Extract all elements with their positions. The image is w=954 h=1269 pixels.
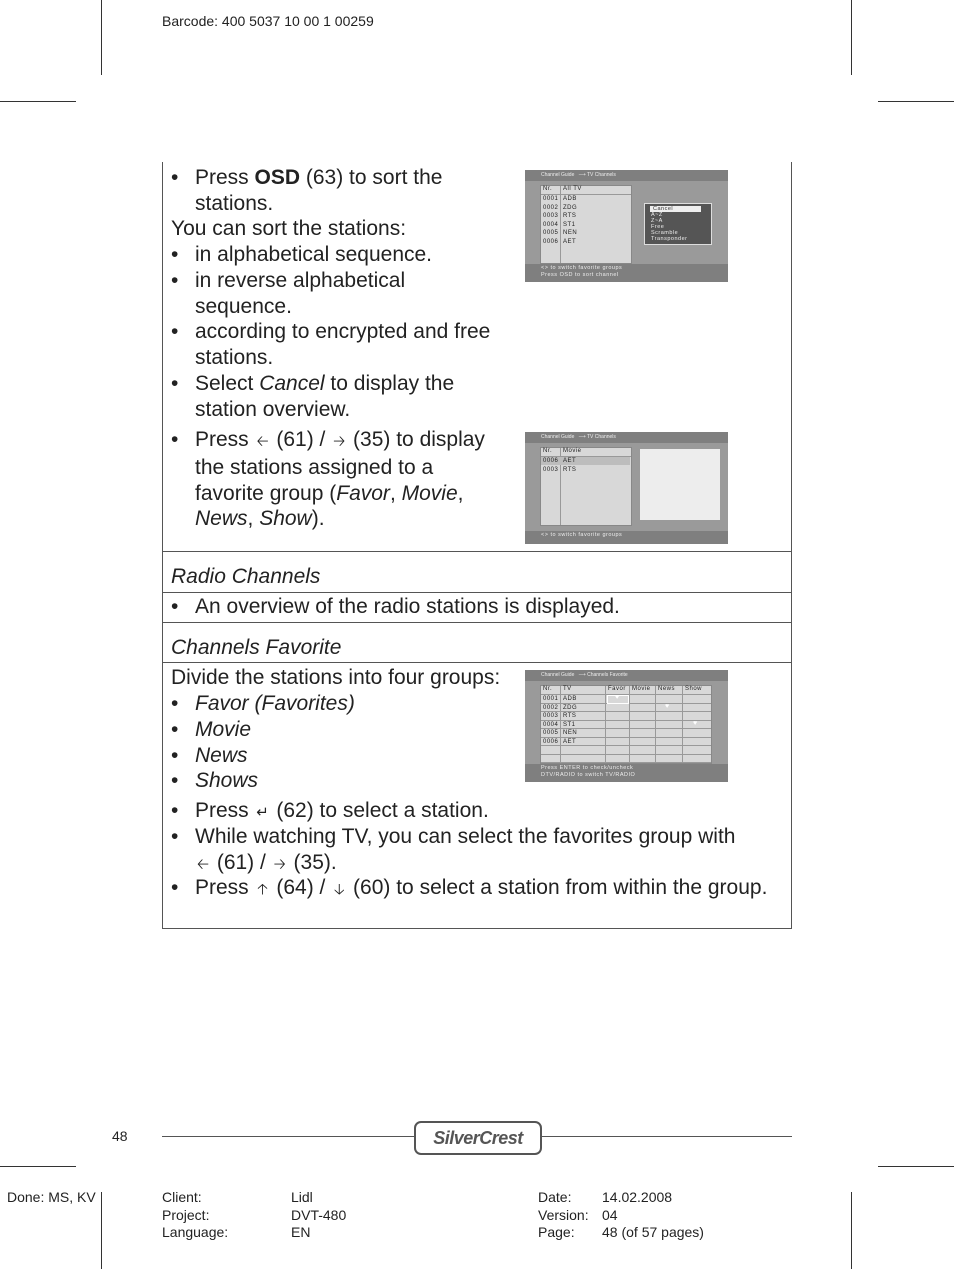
osd-col-header: Nr. (543, 686, 553, 692)
crop-mark (0, 101, 76, 102)
osd-col-nr: Nr. (543, 448, 553, 454)
version-label: Version: (538, 1207, 589, 1223)
favorite-group-instruction: Press 🡠 (61) / 🡢 (35) to display the stations assigned to a favorite group (Favor, Movie, News, Show). (195, 428, 485, 531)
osd-col-header: TV (563, 686, 572, 692)
osd-row-nr: 0005 (543, 730, 559, 736)
version-value: 04 (602, 1207, 618, 1223)
favorite-intro: Divide the stations into four groups: (171, 666, 501, 689)
crop-mark (878, 101, 954, 102)
arrow-up-icon: 🡡 (257, 881, 268, 898)
bullet: • (171, 769, 179, 793)
sort-option-alpha: in alphabetical sequence. (195, 243, 433, 266)
bullet: • (171, 166, 179, 189)
osd-row-name: ST1 (563, 721, 576, 728)
osd-screenshot-favorite (525, 670, 728, 782)
osd-header: Channel Guide ⟶ TV Channels (525, 432, 728, 443)
done-by: Done: MS, KV (7, 1189, 96, 1205)
osd-row-name: ZDG (563, 204, 578, 211)
osd-col-header: News (658, 686, 676, 692)
crop-mark (0, 1166, 76, 1167)
osd-row-name: RTS (563, 213, 577, 219)
osd-row-name: RTS (563, 713, 577, 719)
bullet: • (171, 372, 179, 395)
osd-row-nr: 0004 (543, 221, 559, 228)
bullet: • (171, 799, 179, 822)
bullet: • (171, 692, 179, 715)
osd-screenshot-sort (525, 170, 728, 282)
frame-border (162, 162, 163, 929)
osd-row-nr: 0003 (543, 713, 559, 719)
osd-sort-option: Transponder (651, 236, 688, 242)
heart-icon: ♥ (693, 719, 698, 727)
section-title-favorite: Channels Favorite (171, 636, 342, 659)
osd-row-name: ST1 (563, 221, 576, 228)
client-label: Client: (162, 1189, 202, 1205)
osd-row-name: AET (563, 238, 577, 245)
osd-grid-line (682, 686, 683, 763)
silvercrest-logo: SilverCrest (414, 1121, 542, 1155)
osd-col-header: Favor (608, 686, 626, 692)
osd-row-nr: 0006 (543, 238, 559, 245)
divider (162, 622, 792, 623)
sort-option-reverse: in reverse alphabetical sequence. (195, 269, 406, 318)
osd-row-nr: 0005 (543, 230, 559, 236)
arrow-down-icon: 🡣 (333, 881, 345, 898)
language-label: Language: (162, 1224, 229, 1240)
bullet: • (171, 320, 179, 343)
osd-grid-line (605, 686, 606, 763)
language-value: EN (291, 1224, 311, 1240)
arrow-right-icon: 🡢 (273, 855, 286, 873)
page-number: 48 (112, 1128, 128, 1144)
bullet: • (171, 269, 179, 292)
divider (162, 592, 792, 593)
favorite-group-item: Shows (195, 769, 259, 793)
arrow-left-icon: 🡠 (196, 855, 210, 873)
osd-grid-line (560, 686, 561, 763)
osd-grid-line (655, 686, 656, 763)
osd-grid-line (541, 762, 711, 763)
osd-preview-window (640, 449, 720, 520)
bullet: • (171, 825, 179, 848)
osd-row-name: NEN (563, 230, 578, 236)
osd-footer: <> to switch favorite groups Press OSD to sort channel (525, 264, 728, 282)
sort-option-cancel: Select Cancel to display the station overview. (195, 372, 455, 421)
divider (162, 551, 792, 552)
osd-row-nr: 0003 (543, 466, 559, 473)
osd-footer: <> to switch favorite groups (525, 531, 728, 544)
date-label: Date: (538, 1189, 572, 1205)
sort-option-encrypted: according to encrypted and free stations. (195, 320, 491, 369)
osd-row-name: ZDG (563, 704, 578, 711)
section-title-radio: Radio Channels (171, 565, 321, 588)
osd-row-name: ADB (563, 196, 577, 202)
osd-footer: Press ENTER to check/uncheck DTV/RADIO to switch TV/RADIO (525, 764, 728, 782)
osd-col-name: All TV (563, 186, 582, 192)
osd-sort-option: A~Z (651, 212, 663, 218)
osd-col-name: Movie (563, 448, 582, 454)
favorite-group-item: News (195, 743, 248, 767)
osd-row-nr: 0003 (543, 213, 559, 219)
project-value: DVT-480 (291, 1207, 347, 1223)
bullet: • (171, 595, 179, 618)
osd-row-nr: 0001 (543, 196, 559, 202)
bullet: • (171, 717, 179, 741)
crop-mark (851, 1192, 852, 1269)
osd-col-header: Movie (632, 686, 651, 692)
favorites-group-instruction: While watching TV, you can select the favorites group with 🡠 (61) / 🡢 (35). (195, 824, 735, 878)
osd-sort-option: Free (651, 224, 665, 230)
bullet: • (171, 743, 179, 767)
date-value: 14.02.2008 (602, 1189, 673, 1205)
favorite-group-item: Favor (Favorites) (195, 692, 355, 715)
osd-row-name: RTS (563, 466, 577, 473)
osd-header: Channel Guide ⟶ TV Channels (525, 170, 728, 181)
client-value: Lidl (291, 1189, 313, 1205)
arrow-right-icon: 🡢 (333, 433, 346, 450)
osd-row-nr: 0004 (543, 721, 559, 728)
osd-row-name: AET (563, 738, 577, 745)
sort-instruction: Press OSD (63) to sort the stations. (195, 166, 443, 215)
osd-sort-option: Z~A (651, 218, 663, 224)
favorite-group-item: Movie (195, 717, 252, 741)
crop-mark (101, 0, 102, 75)
crop-mark (101, 1192, 102, 1269)
heart-icon: ♥ (615, 694, 620, 701)
sort-intro: You can sort the stations: (171, 217, 407, 240)
project-label: Project: (162, 1207, 210, 1223)
osd-row-nr: 0006 (543, 458, 559, 464)
osd-row-nr: 0006 (543, 738, 559, 745)
barcode-text: Barcode: 400 5037 10 00 1 00259 (162, 13, 374, 29)
osd-sort-option: Cancel (650, 206, 701, 212)
page-value: 48 (of 57 pages) (602, 1224, 704, 1240)
osd-grid-line (541, 754, 711, 755)
osd-header: Channel Guide ⟶ Channels Favorite (525, 670, 728, 681)
osd-sort-popup (644, 203, 712, 245)
group-navigation-instruction: Press 🡡 (64) / 🡣 (60) to select a station from within the group. (195, 875, 767, 903)
divider (162, 928, 792, 929)
divider (162, 662, 792, 663)
osd-sort-option: Scramble (651, 230, 679, 236)
bullet: • (171, 243, 179, 266)
bullet: • (171, 428, 179, 451)
arrow-left-icon: 🡠 (256, 433, 269, 450)
osd-selected-cell (607, 695, 629, 704)
osd-row-name: NEN (563, 730, 578, 736)
osd-row-nr: 0002 (543, 704, 559, 711)
osd-row-nr: 0002 (543, 204, 559, 211)
osd-row-nr: 0001 (543, 696, 559, 702)
osd-screenshot-movie (525, 432, 728, 544)
radio-description: An overview of the radio stations is displayed. (195, 595, 620, 618)
bullet: • (171, 876, 179, 899)
select-station-instruction: Press ↵ (62) to select a station. (195, 798, 489, 826)
osd-grid-line (629, 686, 630, 763)
osd-col-nr: Nr. (543, 186, 553, 192)
crop-mark (851, 0, 852, 75)
enter-icon: ↵ (256, 804, 269, 821)
osd-row-name: ADB (563, 696, 577, 702)
osd-row-name: AET (563, 458, 577, 464)
frame-border (791, 162, 792, 929)
heart-icon: ♥ (665, 702, 670, 710)
crop-mark (878, 1166, 954, 1167)
osd-col-header: Show (685, 686, 703, 692)
page-label: Page: (538, 1224, 575, 1240)
